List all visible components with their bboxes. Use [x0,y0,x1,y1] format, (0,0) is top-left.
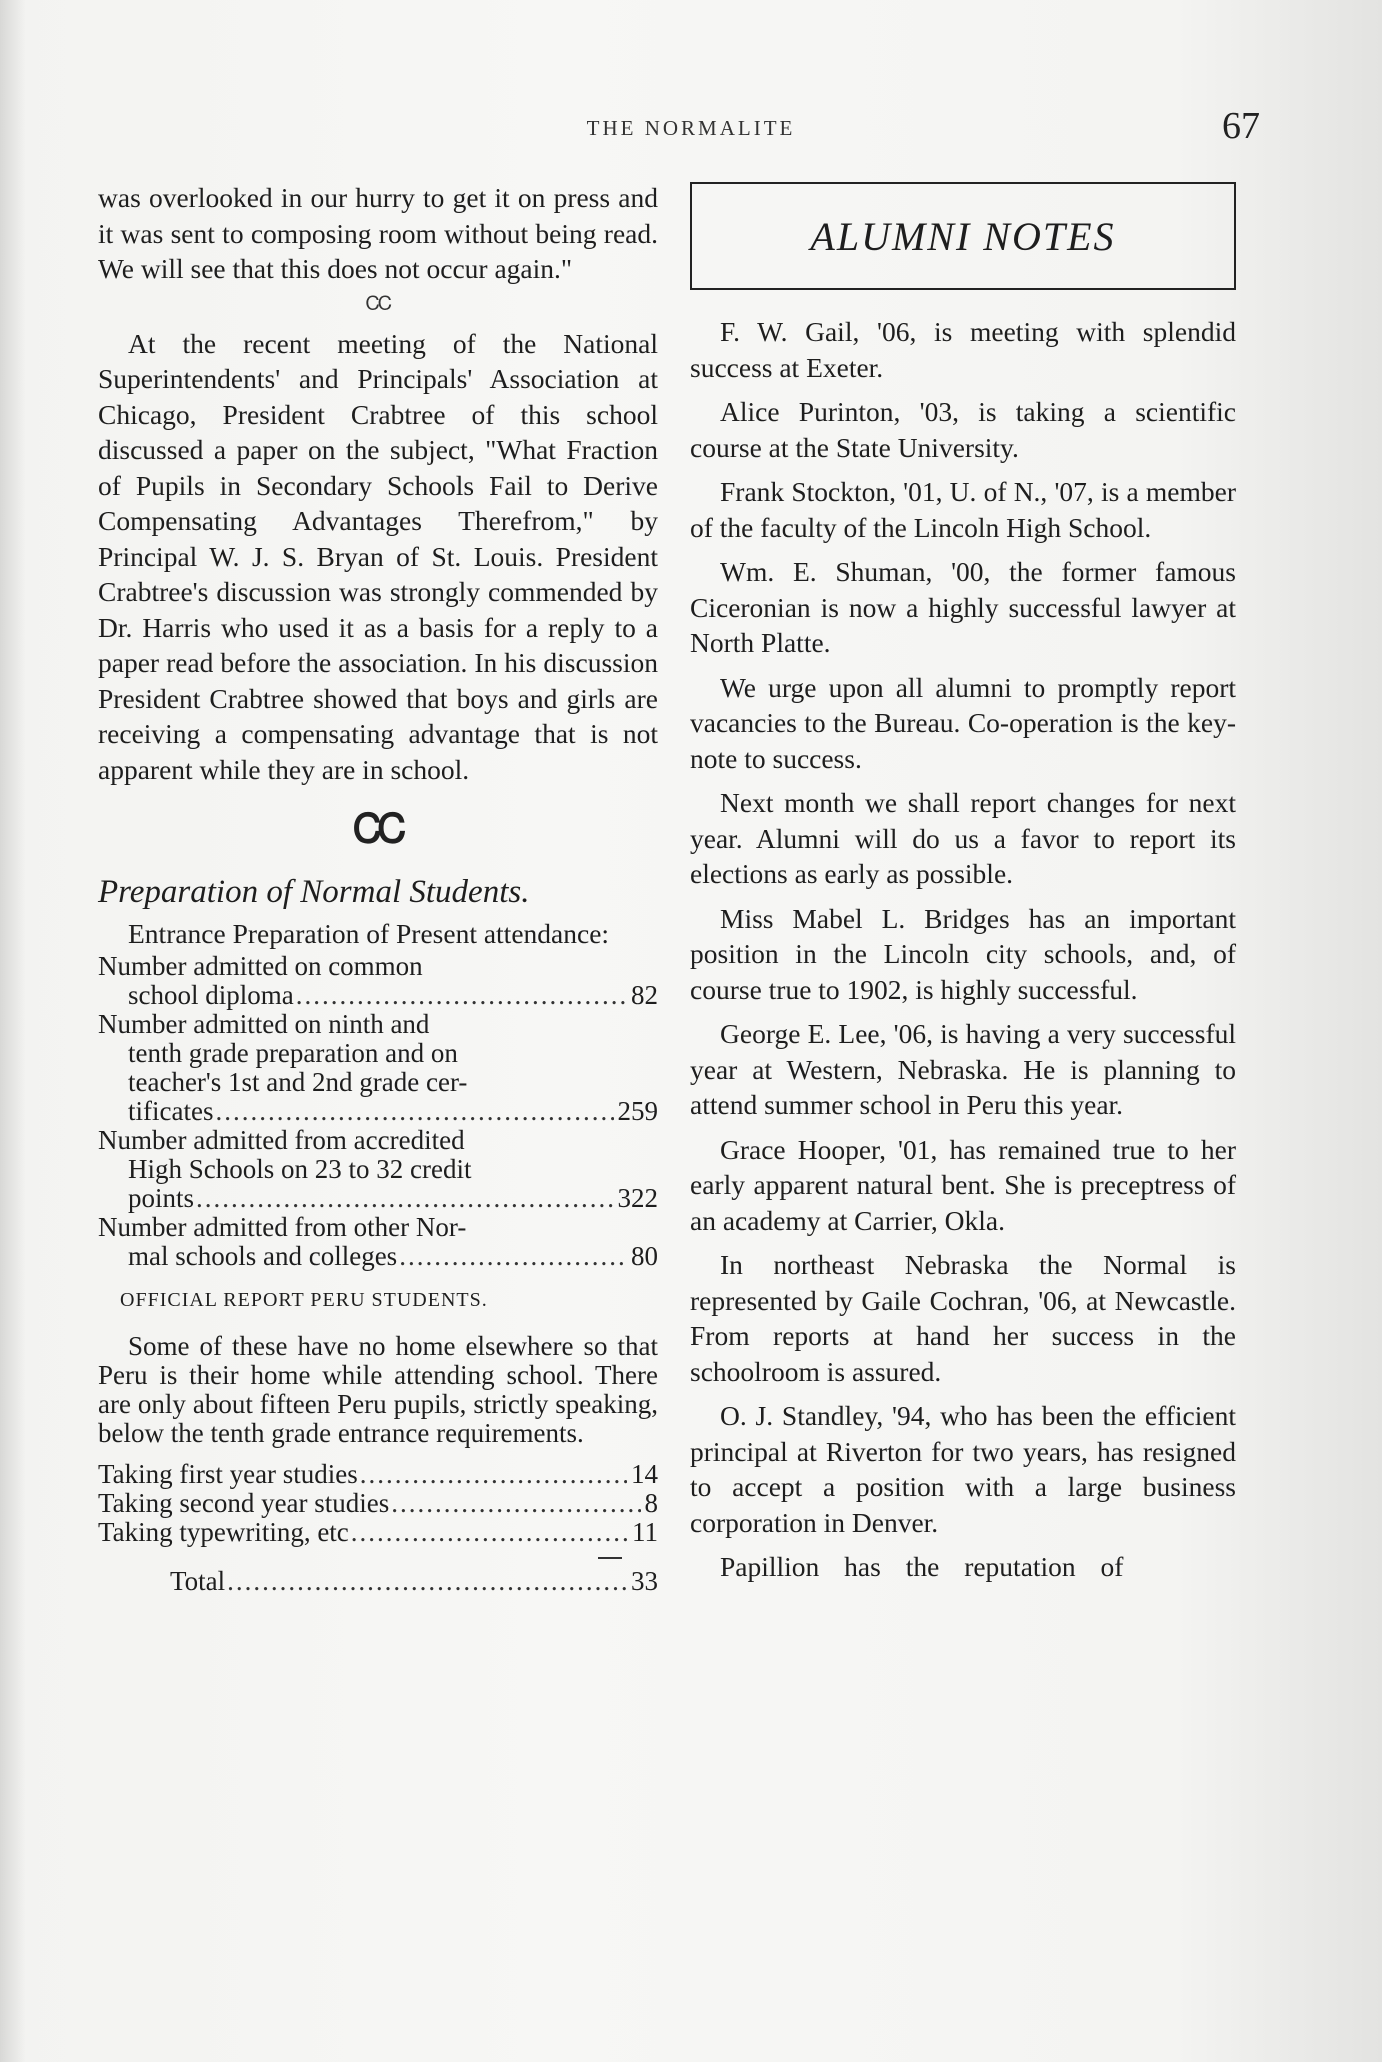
leader-dots [360,1460,627,1489]
alumni-note: Next month we shall report changes for next year. Alumni will do us a favor to report its elections as early as possible. [690,787,1236,889]
admission-text: Number admitted on ninth and [98,1008,430,1039]
admission-value: 259 [617,1095,658,1126]
peru-students [98,1332,658,1596]
admission-line [98,1097,658,1126]
total-rule [598,1557,622,1559]
admission-row [98,1010,658,1126]
total-label: Total [170,1565,226,1596]
leader-dots [196,1184,613,1213]
study-value: 11 [632,1516,658,1547]
admission-text: points [128,1182,195,1213]
admission-value: 80 [631,1240,658,1271]
admission-text: teacher's 1st and 2nd grade cer- [128,1066,468,1097]
leader-dots [391,1489,640,1518]
study-value: 14 [631,1458,658,1489]
study-row [98,1489,658,1518]
paragraph-continued: was overlooked in our hurry to get it on press and it was sent to composing room without being read. We will see that this does not occur again." [98,182,658,284]
study-row [98,1460,658,1489]
study-label: Taking second year studies [98,1487,390,1518]
page-edge-shadow [0,0,26,2062]
study-label: Taking typewriting, etc [98,1516,349,1547]
alumni-note: We urge upon all alumni to promptly report vacancies to the Bureau. Co-operation is the key-note to success. [690,671,1236,774]
alumni-note: Alice Purinton, '03, is taking a scientific course at the State University. [690,396,1236,463]
leader-dots [215,1097,613,1126]
admission-text: tenth grade preparation and on [128,1037,458,1068]
admission-text: tificates [128,1095,214,1126]
running-header: THE NORMALITE [586,116,796,140]
admission-line [98,1242,658,1271]
admission-text: High Schools on 23 to 32 credit [128,1153,472,1184]
page-number: 67 [1222,105,1260,147]
admission-row [98,952,658,1010]
alumni-note: Miss Mabel L. Bridges has an important position in the Lincoln city schools, and, of course true to 1902, is highly successful. [690,902,1236,1005]
alumni-note: Papillion has the reputation of [720,1551,1124,1582]
alumni-note: George E. Lee, '06, is having a very successful year at Western, Nebraska. He is planning to attend summer school in Peru this year. [690,1018,1236,1120]
study-row [98,1518,658,1547]
ornament-small: ᏟᏟ [365,292,391,315]
alumni-note: Grace Hooper, '01, has remained true to her early apparent natural bent. She is preceptress of an academy at Carrier, Okla. [690,1133,1236,1236]
leader-dots [227,1567,627,1596]
admission-value: 82 [631,979,658,1010]
admission-row [98,1213,658,1271]
alumni-note: Frank Stockton, '01, U. of N., '07, is a member of the faculty of the Lincoln High School. [690,476,1236,543]
admission-text: school diploma [128,979,294,1010]
study-value: 8 [644,1487,658,1518]
left-column [98,180,658,1596]
alumni-note: Wm. E. Shuman, '00, the former famous Ciceronian is now a highly successful lawyer at North Platte. [690,556,1236,658]
entrance-intro: Entrance Preparation of Present attendance: [128,918,610,949]
alumni-notes-box [690,182,1236,290]
admission-text: mal schools and colleges [128,1240,398,1271]
admission-row [98,1126,658,1213]
official-report-heading: OFFICIAL REPORT PERU STUDENTS. [120,1288,488,1311]
admission-line [98,1184,658,1213]
alumni-notes-title: ALUMNI NOTES [810,213,1116,259]
leader-dots [399,1242,627,1271]
admission-line [98,981,658,1010]
paragraph-crabtree: At the recent meeting of the National Superintendents' and Principals' Association at Chicago, President Crabtree of this school discussed a paper on the subject, "What Fraction of Pupils in Secondary Schools Fail to Derive Compensating Advantages Therefrom," by Principal W. J. S. Bryan of St. Louis. President Crabtree's discussion was strongly commended by Dr. Harris who used it as a basis for a reply to a paper read before the association. In his discussion President Crabtree showed that boys and girls are receiving a compensating advantage that is not apparent while they are in school. [98,327,658,785]
admission-value: 322 [617,1182,658,1213]
alumni-note: F. W. Gail, '06, is meeting with splendid success at Exeter. [690,316,1236,383]
peru-paragraph: Some of these have no home elsewhere so that Peru is their home while attending school. There are only about fifteen Peru pupils, strictly speaking, below the tenth grade entrance requirements. [98,1330,658,1448]
alumni-note: O. J. Standley, '94, who has been the efficient principal at Riverton for two years, has resigned to accept a position with a large business corporation in Denver. [690,1400,1236,1538]
admission-text: Number admitted from accredited [98,1124,465,1155]
study-label: Taking first year studies [98,1458,358,1489]
leader-dots [296,981,627,1010]
section-title: Preparation of Normal Students. [98,874,530,910]
right-column [690,182,1236,1594]
total-row [98,1567,658,1596]
leader-dots [351,1518,628,1547]
admissions-table [98,952,658,1271]
alumni-note: In northeast Nebraska the Normal is represented by Gaile Cochran, '06, at Newcastle. From reports at hand her success in the schoolroom is assured. [690,1249,1236,1387]
admission-text: Number admitted on common [98,950,423,981]
admission-text: Number admitted from other Nor- [98,1211,467,1242]
total-value: 33 [631,1565,658,1596]
ornament-large: ᏟᏟ [353,806,403,851]
